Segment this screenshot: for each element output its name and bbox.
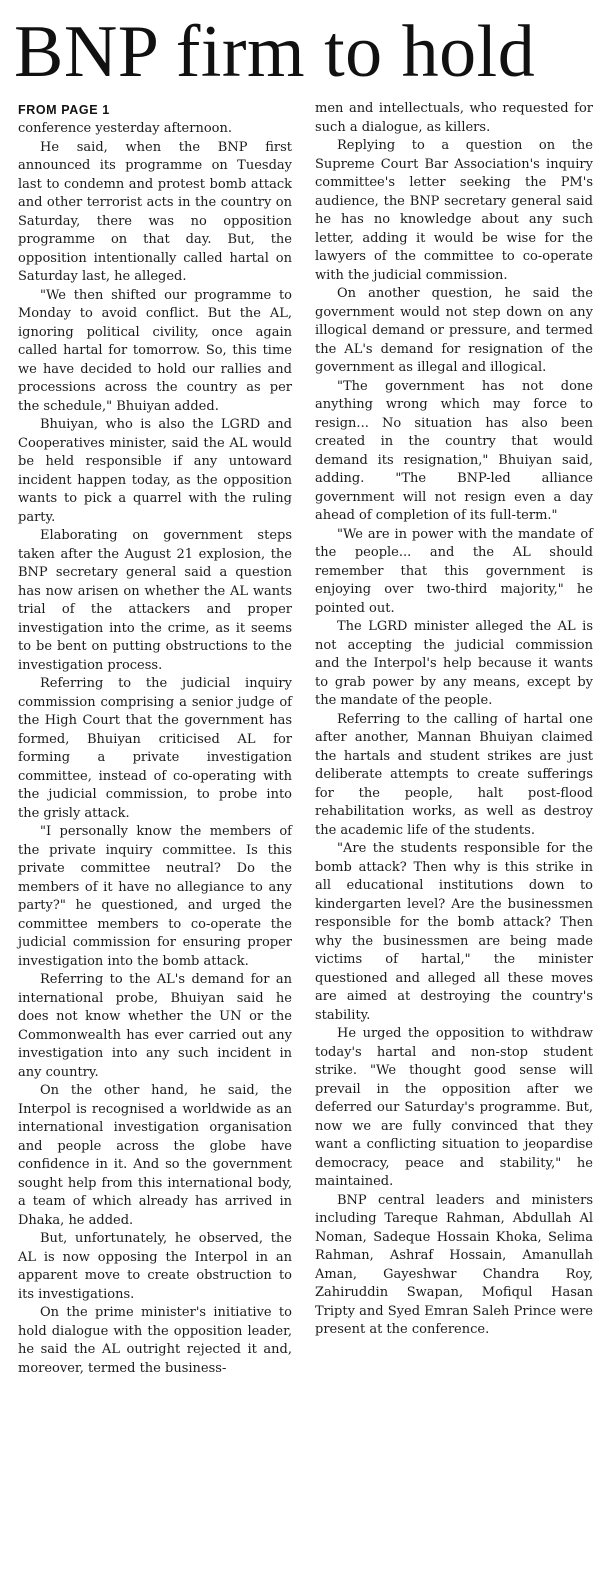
left-column xyxy=(18,100,292,1378)
paragraph: On the other hand, he said, the Interpol is recognised a worldwide as an international investigation organisation and people across the globe have confidence in it. And so the government sought help from this international body, a team of which already has arrived in Dhaka, he added. xyxy=(18,1083,292,1228)
paragraph: He said, when the BNP first announced its programme on Tuesday last to condemn and protest bomb attack and other terrorist acts in the country on Saturday, there was no opposition programme on that day. But, the opposition intentionally called hartal on Saturday last, he alleged. xyxy=(18,139,292,284)
headline: BNP firm to hold xyxy=(14,11,536,93)
paragraph: conference yesterday afternoon. xyxy=(18,121,232,136)
paragraph: "Are the students responsible for the bomb attack? Then why is this strike in all educational institutions down to kindergarten level? Are the businessmen responsible for the bomb attack? Then why the businessmen are being made victims of hartal," the minister questioned and alleged all these moves are aimed at destroying the country's stability. xyxy=(315,841,593,1023)
paragraph: "I personally know the members of the private inquiry committee. Is this private committee neutral? Do the members of it have no allegiance to any party?" he questioned, and urged the committee members to co-operate the judicial commission for ensuring proper investigation into the bomb attack. xyxy=(18,824,292,969)
right-column xyxy=(315,100,593,1340)
paragraph: "We are in power with the mandate of the people... and the AL should remember that this government is enjoying over two-third majority," he pointed out. xyxy=(315,526,593,616)
paragraph: men and intellectuals, who requested for such a dialogue, as killers. xyxy=(315,101,593,135)
paragraph: He urged the opposition to withdraw today's hartal and non-stop student strike. "We thought good sense will prevail in the opposition after we deferred our Saturday's programme. But, now we are fully convinced that they want a conflicting situation to jeopardise democracy, peace and stability," he maintained. xyxy=(315,1026,593,1189)
paragraph: The LGRD minister alleged the AL is not accepting the judicial commission and the Interpol's help because it wants to grab power by any means, except by the mandate of the people. xyxy=(315,619,593,708)
paragraph: "The government has not done anything wrong which may force to resign... No situation has also been created in the country that would demand its resignation," Bhuiyan said, adding. "The BNP-led alliance government will not resign even a day ahead of completion of its full-term." xyxy=(315,378,593,523)
paragraph: Referring to the judicial inquiry commission comprising a senior judge of the High Court that the government has formed, Bhuiyan criticised AL for forming a private investigation committee, instead of co-operating with the judicial commission, to probe into the grisly attack. xyxy=(18,676,292,821)
paragraph: Replying to a question on the Supreme Court Bar Association's inquiry committee's letter seeking the PM's audience, the BNP secretary general said he has no knowledge about any such letter, adding it would be wise for the lawyers of the committee to co-operate with the judicial commission. xyxy=(315,138,593,283)
paragraph: On another question, he said the government would not step down on any illogical demand or pressure, and termed the AL's demand for resignation of the government as illegal and illogical. xyxy=(315,286,593,375)
paragraph: Referring to the AL's demand for an international probe, Bhuiyan said he does not know whether the UN or the Commonwealth has ever carried out any investigation into any such incident in any country. xyxy=(18,972,292,1080)
paragraph: "We then shifted our programme to Monday to avoid conflict. But the AL, ignoring political civility, once again called hartal for tomorrow. So, this time we have decided to hold our rallies and processions across the country as per the schedule," Bhuiyan added. xyxy=(18,287,292,414)
paragraph: BNP central leaders and ministers including Tareque Rahman, Abdullah Al Noman, Sadeque Hossain Khoka, Selima Rahman, Ashraf Hossain, Amanullah Aman, Gayeshwar Chandra Roy, Zahiruddin Swapan, Mofiqul Hasan Tripty and Syed Emran Saleh Prince were present at the conference. xyxy=(315,1192,593,1337)
paragraph: Referring to the calling of hartal one after another, Mannan Bhuiyan claimed the hartals and student strikes are just deliberate attempts to create sufferings for the people, halt post-flood rehabilitation works, as well as destroy the academic life of the students. xyxy=(315,711,593,838)
paragraph: Elaborating on government steps taken after the August 21 explosion, the BNP secretary general said a question has now arisen on whether the AL wants trial of the attackers and proper investigation into the crime, as it seems to be bent on putting obstructions to the investigation process. xyxy=(18,528,292,673)
paragraph: Bhuiyan, who is also the LGRD and Cooperatives minister, said the AL would be held responsible if any untoward incident happen today, as the opposition wants to pick a quarrel with the ruling party. xyxy=(18,417,292,525)
paragraph: But, unfortunately, he observed, the AL is now opposing the Interpol in an apparent move to create obstruction to its investigations. xyxy=(18,1231,292,1302)
kicker: FROM PAGE 1 xyxy=(18,103,110,117)
paragraph: On the prime minister's initiative to hold dialogue with the opposition leader, he said the AL outright rejected it and, moreover, termed the business- xyxy=(18,1305,292,1376)
